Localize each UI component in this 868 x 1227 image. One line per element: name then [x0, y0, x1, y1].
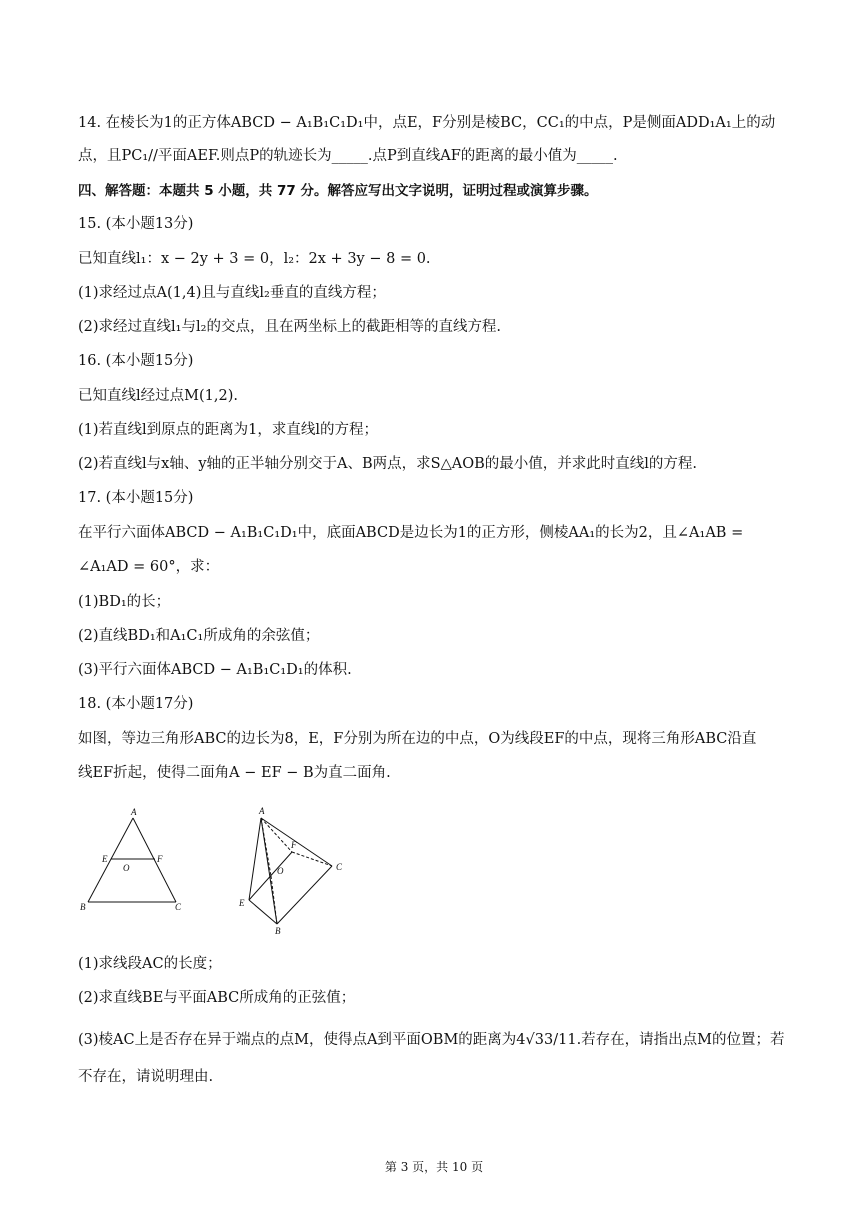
q14-line1: 14. 在棱长为1的正方体ABCD − A₁B₁C₁D₁中，点E，F分别是棱BC，CC₁的中点，P是侧面ADD₁A₁上的动: [78, 115, 776, 131]
label-o: O: [277, 866, 284, 876]
segment-ob: [271, 876, 277, 924]
q17-part1: (1)BD₁的长；: [78, 594, 171, 610]
q18-part1: (1)求线段AC的长度；: [78, 956, 222, 972]
q18-part2: (2)求直线BE与平面ABC所成角的正弦值；: [78, 990, 356, 1006]
edge-ac: [261, 818, 332, 866]
q17-header: 17. (本小题15分): [78, 490, 194, 506]
q15-part1: (1)求经过点A(1,4)且与直线l₂垂直的直线方程；: [78, 285, 386, 301]
label-f: F: [157, 854, 163, 864]
label-b: B: [80, 902, 86, 912]
q18-part4: 不存在，请说明理由.: [78, 1069, 214, 1085]
q17-stem2: ∠A₁AD = 60°，求：: [78, 559, 220, 575]
q16-part1: (1)若直线l到原点的距离为1，求直线l的方程；: [78, 422, 379, 438]
q18-part3: (3)棱AC上是否存在异于端点的点M，使得点A到平面OBM的距离为4√33/11.若存在，请指出点M的位置；若: [78, 1032, 785, 1048]
q16-part2: (2)若直线l与x轴、y轴的正半轴分别交于A、B两点，求S△AOB的最小值，并求此时直线l的方程.: [78, 456, 698, 472]
q17-part3: (3)平行六面体ABCD − A₁B₁C₁D₁的体积.: [78, 662, 352, 678]
label-a: A: [259, 806, 265, 816]
label-c: C: [336, 862, 343, 872]
q18-header: 18. (本小题17分): [78, 696, 194, 712]
edge-ae: [249, 818, 261, 900]
edge-ab: [88, 818, 133, 902]
edge-fc: [292, 852, 332, 866]
label-e: E: [239, 898, 245, 908]
label-b: B: [275, 926, 281, 936]
q17-part2: (2)直线BD₁和A₁C₁所成角的余弦值；: [78, 628, 320, 644]
q15-header: 15. (本小题13分): [78, 216, 194, 232]
edge-eb: [249, 900, 277, 924]
q17-stem1: 在平行六面体ABCD − A₁B₁C₁D₁中，底面ABCD是边长为1的正方形，侧棱AA₁的长为2，且∠A₁AB =: [78, 525, 744, 541]
q16-stem: 已知直线l经过点M(1,2).: [78, 388, 238, 404]
label-c: C: [175, 902, 182, 912]
q18-stem2: 线EF折起，使得二面角A − EF − B为直二面角.: [78, 765, 391, 781]
label-e: E: [102, 854, 108, 864]
figure-folded-triangle: [232, 800, 362, 940]
label-f: F: [291, 840, 297, 850]
label-o: O: [123, 863, 130, 873]
section4-heading: 四、解答题：本题共 5 小题，共 77 分。解答应写出文字说明，证明过程或演算步骤。: [78, 183, 598, 199]
q15-stem: 已知直线l₁：x − 2y + 3 = 0，l₂：2x + 3y − 8 = 0.: [78, 251, 431, 267]
q14-line2: 点，且PC₁//平面AEF.则点P的轨迹长为_____.点P到直线AF的距离的最小值为_____.: [78, 148, 618, 164]
edge-ac: [133, 818, 176, 902]
page-footer: 第 3 页，共 10 页: [384, 1160, 484, 1174]
edge-bc: [277, 866, 332, 924]
q15-part2: (2)求经过直线l₁与l₂的交点，且在两坐标上的截距相等的直线方程.: [78, 319, 502, 335]
q18-stem1: 如图，等边三角形ABC的边长为8，E，F分别为所在边的中点，O为线段EF的中点，现将三角形ABC沿直: [78, 731, 757, 747]
q16-header: 16. (本小题15分): [78, 353, 194, 369]
figure-flat-triangle: [78, 800, 198, 920]
label-a: A: [131, 807, 137, 817]
